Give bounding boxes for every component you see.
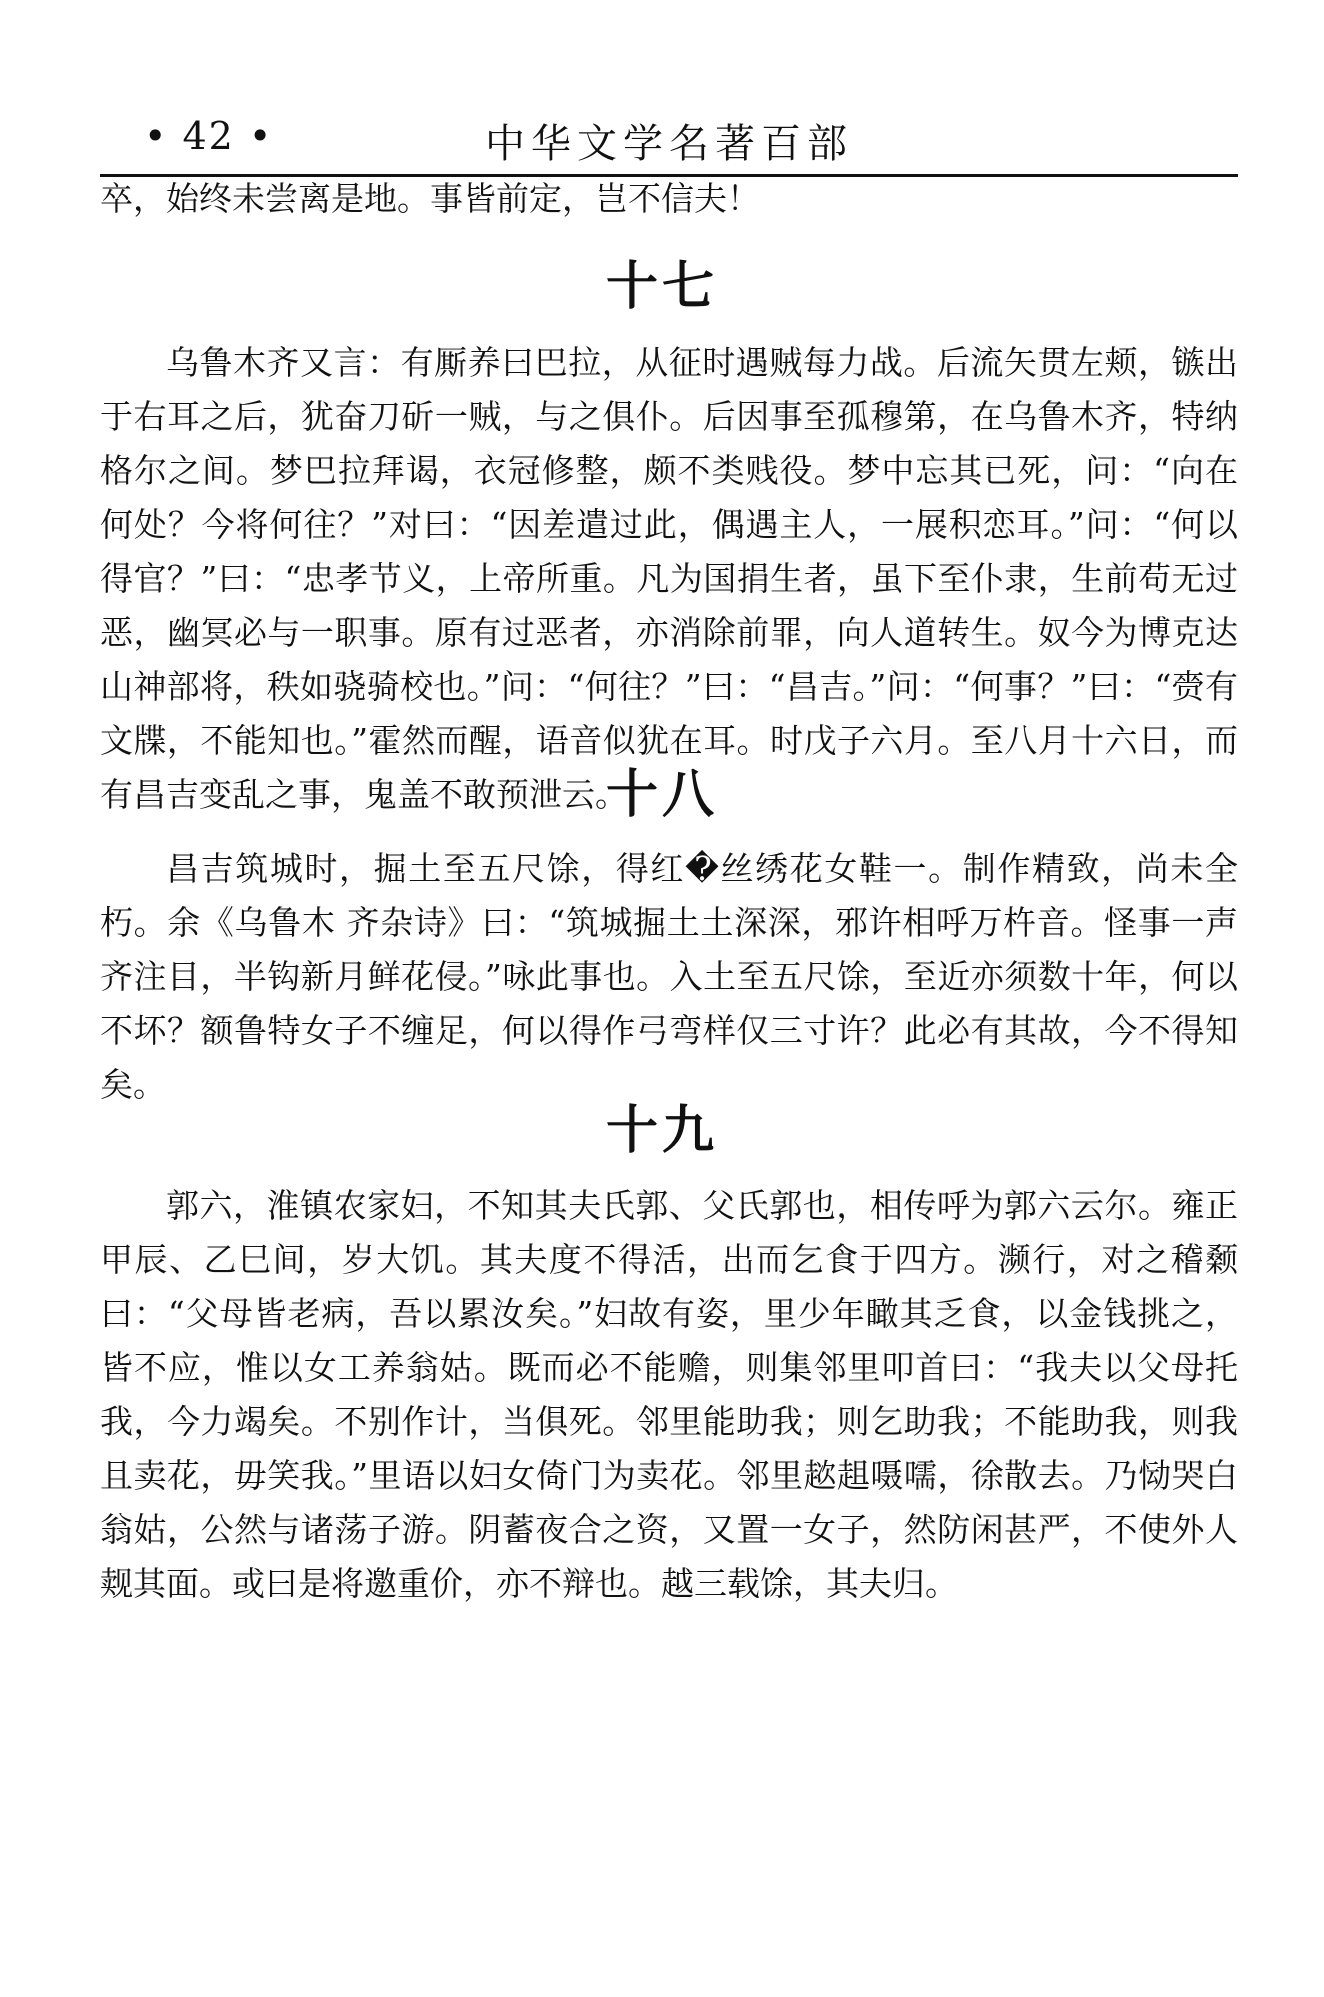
page-header (100, 100, 1238, 177)
section-heading-17: 十七 (605, 257, 718, 317)
section-paragraph-17: 乌鲁木齐又言：有厮养曰巴拉，从征时遇贼每力战。后流矢贯左颊，镞出于右耳之后，犹奋刀斫一贼，与之俱仆。后因事至孤穆第，在乌鲁木齐，特纳格尔之间。梦巴拉拜谒，衣冠修整，颇不类贱役。梦中忘其已死，问：“向在何处？今将何往？”对曰：“因差遣过此，偶遇主人，一展积恋耳。”问：“何以得官？”曰：“忠孝节义，上帝所重。凡为国捐生者，虽下至仆隶，生前苟无过恶，幽冥必与一职事。原有过恶者，亦消除前罪，向人道转生。奴今为博克达山神部将，秩如骁骑校也。”问：“何往？”曰：“昌吉。”问：“何事？”曰：“赍有文牒，不能知也。”霍然而醒，语音似犹在耳。时戊子六月。至八月十六日，而有昌吉变乱之事，鬼盖不敢预泄云。 (100, 343, 1238, 814)
continuation-paragraph: 卒，始终未尝离是地。事皆前定，岂不信夫！ (100, 179, 760, 218)
section-heading-18: 十八 (605, 765, 718, 825)
section-paragraph-18: 昌吉筑城时，掘土至五尺馀，得红�丝绣花女鞋一。制作精致，尚未全朽。余《乌鲁木 齐杂诗》曰：“筑城掘土土深深，邪许相呼万杵音。怪事一声齐注目，半钩新月鲜花侵。”咏此事也。入土至五尺馀，至近亦须数十年，何以不坏？额鲁特女子不缠足，何以得作弓弯样仅三寸许？此必有其故，今不得知矣。 (100, 849, 1238, 1104)
running-title: 中华文学名著百部 (485, 121, 853, 167)
section-paragraph-19: 郭六，淮镇农家妇，不知其夫氏郭、父氏郭也，相传呼为郭六云尔。雍正甲辰、乙巳间，岁大饥。其夫度不得活，出而乞食于四方。濒行，对之稽颡曰：“父母皆老病，吾以累汝矣。”妇故有姿，里少年瞰其乏食，以金钱挑之，皆不应，惟以女工养翁姑。既而必不能赡，则集邻里叩首曰：“我夫以父母托我，今力竭矣。不别作计，当俱死。邻里能助我；则乞助我；不能助我，则我且卖花，毋笑我。”里语以妇女倚门为卖花。邻里趑趄嗫嚅，徐散去。乃恸哭白翁姑，公然与诸荡子游。阴蓄夜合之资，又置一女子，然防闲甚严，不使外人觌其面。或曰是将邀重价，亦不辩也。越三载馀，其夫归。 (100, 1186, 1238, 1603)
section-heading-19: 十九 (605, 1101, 718, 1161)
page-number: • 42 • (144, 114, 274, 158)
